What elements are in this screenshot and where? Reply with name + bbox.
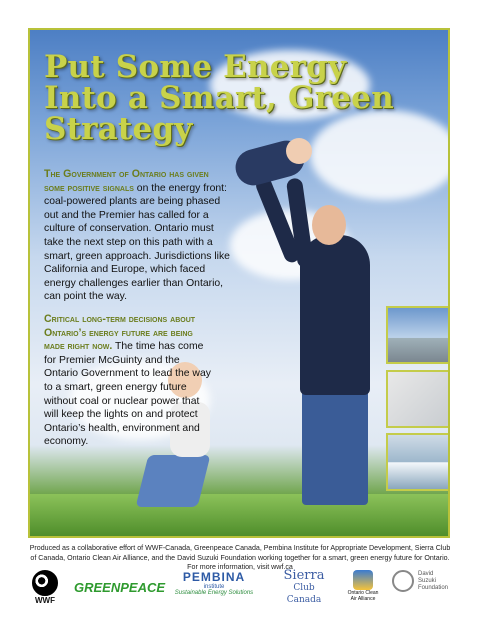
dsf-text [418,571,448,592]
pembina-logo [174,570,254,596]
paragraph-1-body: on the energy front: coal-powered plants are being phased out and the Premier has called for a culture of conservation. Ontario must take the next step on this path with a smart, green approach. Jurisdictions like California and Europe, which faced energy challenges earlier than Ontario, can point the way. [44,182,230,303]
paragraph-1 [44,168,230,304]
dsf-line-3: Foundation [417,584,449,591]
david-suzuki-foundation-logo [388,570,452,592]
paragraph-2-body: The time has come for Premier McGuinty and the Ontario Government to lead the way to a smart, green energy future without coal or nuclear power that will keep the lights on and protect Ontario’s health, environment and economy. [44,341,211,448]
waterfall-photo [386,433,450,491]
paragraph-2 [44,313,212,449]
pembina-tagline: Sustainable Energy Solutions [174,590,254,596]
grass [30,494,448,536]
washing-machine-photo [386,370,450,428]
dsf-line-2: Suzuki [417,577,436,584]
pembina-sub: institute [203,584,225,590]
dsf-line-1: David [417,570,434,577]
pembina-name: PEMBINA [182,570,246,584]
greenpeace-logo: GREENPEACE [74,580,166,595]
ontario-clean-air-alliance-logo [346,570,380,602]
headline-line-1: Put Some Energy [44,49,347,85]
man-head [312,205,346,245]
headline-line-2: Into a Smart, Green [44,80,394,116]
headline-line-3: Strategy [44,111,193,147]
solar-panels-photo [386,306,450,364]
headline [44,49,404,147]
panda-icon [32,570,58,596]
paragraph-2-lead: Critical long-term decisions about Ontario’s energy future are being made right now. [44,313,196,353]
circle-icon [392,570,414,592]
club-word: Club [293,583,315,593]
sierra-word: Sierra [283,568,325,583]
canada-word: Canada [286,595,322,605]
partner-logos [28,570,452,612]
wwf-label: WWF [35,596,55,605]
man-figure-legs [302,385,368,505]
ocaa-label: Ontario Clean Air Alliance [347,590,379,602]
sun-icon [353,570,373,590]
child-legs [136,455,211,507]
poster [28,28,450,538]
wwf-logo [30,570,60,605]
sierra-club-logo [274,570,334,606]
credit-text: Produced as a collaborative effort of WWF-Canada, Greenpeace Canada, Pembina Institute for Appropriate Development, Sierra Club of Canada, Ontario Clean Air Alliance, and the David Suzuki Foundation working together for a smart, green energy future for Ontario. For more information, visit wwf.ca [29,544,451,572]
paragraph-1-lead: The Government of Ontario has given some positive signals [44,168,209,194]
